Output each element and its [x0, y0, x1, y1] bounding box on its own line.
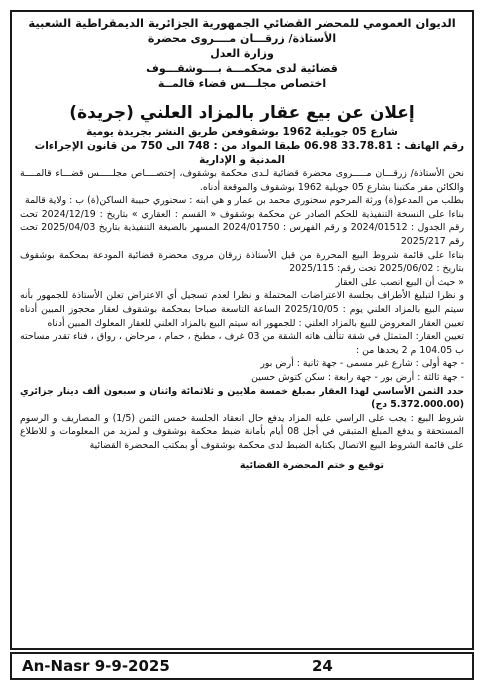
body-paragraph-property-description: تعيين العقار: المتمثل في شقة تتألف هاته الشقة من 03 غرف ، مطبخ ، حمام ، مرحاض ، رواق ، فناء تقدر مساحته ب 104.05 م 2 يحدها من : [20, 331, 464, 356]
header-line-2: الأستاذة/ زرقـــان مــــروى محضرة [147, 32, 337, 45]
body-paragraph-requester: بطلب من المدعو(ة) ورثة المرحوم سحنوري محمد بن عمار و هي ابنه : سحنوري حبيبة الساكن(ة) ب : ولاية قالمة [25, 195, 464, 207]
signature-line: توقيع و ختم المحضرة القضائية [239, 460, 384, 472]
body-paragraph-boundaries-1: - جهة أولى : شارع غير مسمى - جهة ثانية : أرض بور [260, 358, 464, 370]
body-paragraph-intro: نحن الأستاذة/ زرقـــان مـــــروى محضرة قضائية لـدى محكمة بوشقوف، إختصــــاص مجلـــــس قضـــاء قالمــــة والكائن مقر مكتبنا بشارع 05 جويلية 1962 بوشقوف والموقعة أدناه. [20, 168, 464, 193]
subtitle-line-1: شارع 05 جويلية 1962 بوشقوفعن طريق النشر بجريدة يومية [86, 126, 398, 138]
header-line-1: الديوان العمومي للمحضر القضائي الجمهورية الجزائرية الديمقراطية الشعبية [28, 16, 456, 30]
body-paragraph-sale-conditions: شروط البيع : يجب على الراسي عليه المزاد يدفع حال انعقاد الجلسة خمس الثمن (1/5) و المصاريف و الرسوم المستحقة و يدفع المبلغ المتبقي في أجل 08 أيام بأمانة ضبط محكمة بوشقوف و لمزيد من المعلومات و للاطلاع على قائمة الشروط البيع الاتصال بكتابة الضبط لدى محكمة بوشقوف أو بمكتب المحضرة القضائية [20, 412, 464, 451]
body-paragraph-base-price: حدد الثمن الأساسي لهذا العقار بمبلغ خمسة ملايين و ثلاثمائة واثنان و سبعون ألف دينار جزائري (5.372.000.00 دج) [20, 385, 464, 411]
announcement-title: إعلان عن بيع عقار بالمزاد العلني (جريدة) [69, 103, 415, 123]
subtitle-line-3: المدنية و الإدارية [199, 154, 285, 166]
header-line-4: قضائية لدى محكمـــة بــــوشقـــوف [146, 62, 338, 75]
announcement-body [20, 167, 464, 452]
subtitle-line-2: رقم الهاتف : 33.78.81 06.98 طبقا المواد من : 748 الى 750 من قانون الإجراءات [34, 140, 464, 152]
header-line-5: اختصاص مجلـــس قضاء قالمــة [157, 77, 327, 90]
announcement-frame [10, 10, 474, 650]
announcement-content [20, 16, 464, 644]
body-paragraph-property-ref: « حيث أن البيع انصب على العقار [335, 276, 464, 288]
body-paragraph-auction-date: و نظرا لتبليغ الأطراف بجلسة الاعتراضات المحتملة و نظرا لعدم تسجيل أي الاعتراض تعلن الأستاذة للجمهور بأنه سيتم البيع بالمزاد العلني يوم : 2025/10/05 الساعة التاسعة صباحا بمحكمة بوشقوف لعقار محجوز المبين أدناه تعيين العقار المعروض للبيع بالمزاد العلني : للجمهور انه سيتم البيع بالمزاد العلني للعقار المعلوك المبين أدناه [20, 290, 464, 329]
body-paragraph-conditions-list: بناءا على قائمة شروط البيع المحررة من قبل الأستاذة زرقان مروى محضرة قضائية المودعة بمحكمة بوشقوف بتاريخ : 2025/06/02 تحت رقم: 2025/115 [20, 249, 464, 275]
newspaper-footer [10, 652, 474, 680]
page-number: 24 [312, 657, 333, 675]
header-line-3: وزارة العدل [210, 47, 274, 60]
publication-name-date: An-Nasr 9-9-2025 [22, 657, 170, 675]
body-paragraph-boundaries-2: - جهة ثالثة : أرض بور - جهة رابعة : سكن كتوش حسين [251, 371, 464, 383]
body-paragraph-judgment: بناءا على النسخة التنفيذية للحكم الصادر عن محكمة بوشقوف « القسم : العقاري » بتاريخ : 2024/12/19 تحت رقم الجدول : 2024/01512 و رقم الفهرس : 2024/01750 المسهر بالصيغة التنفيذية بتاريخ 2025/04/03 تحت رقم 2025/217 [20, 208, 464, 247]
